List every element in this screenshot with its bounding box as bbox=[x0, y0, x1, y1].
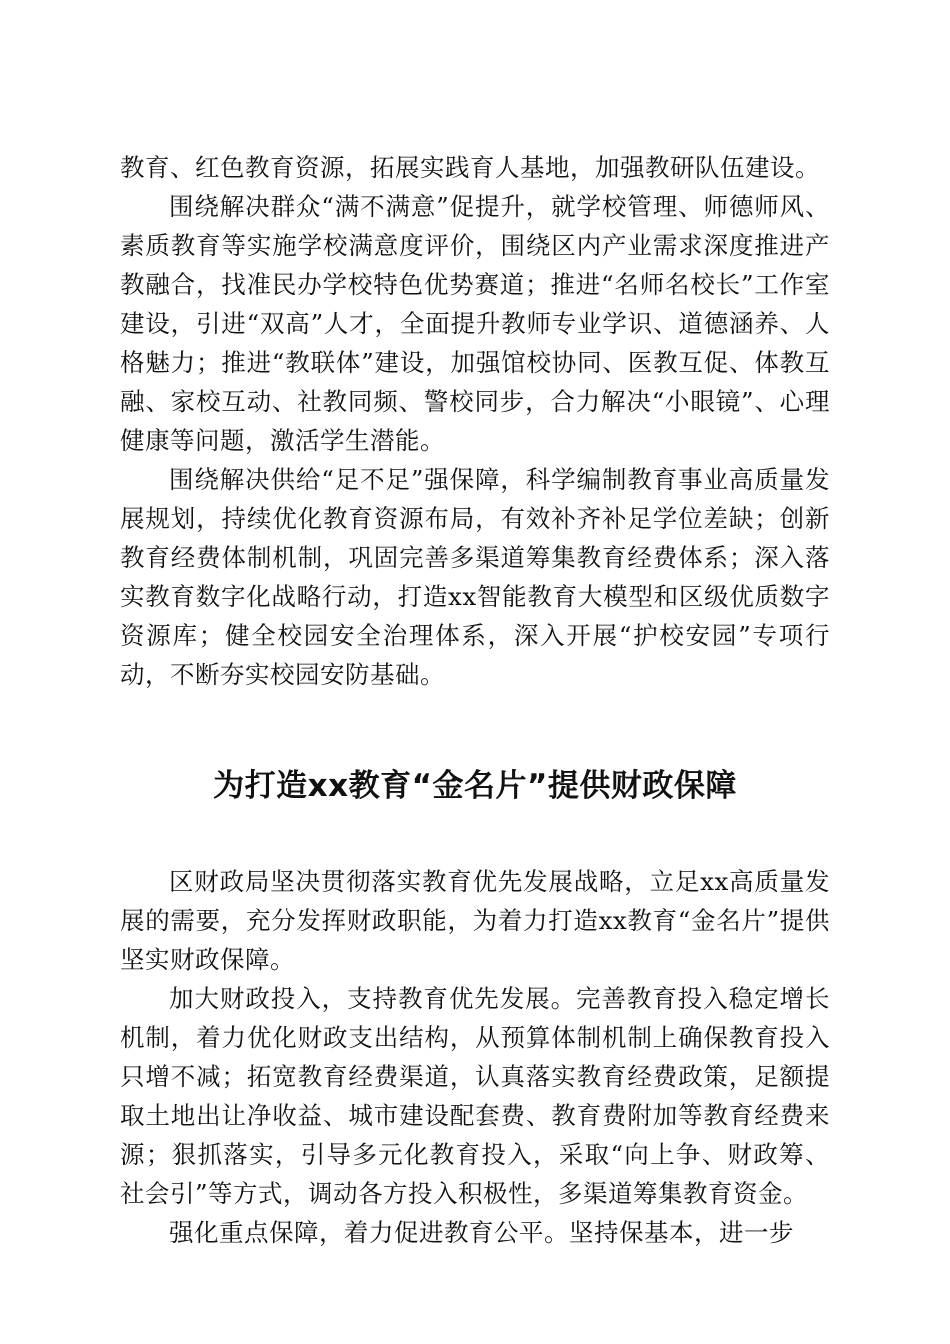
document-page bbox=[120, 148, 830, 1252]
paragraph-investment: 加大财政投入，支持教育优先发展。完善教育投入稳定增长机制，着力优化财政支出结构，从预算体制机制上确保教育投入只增不减；拓宽教育经费渠道，认真落实教育经费政策，足额提取土地出让净收益、城市建设配套费、教育费附加等教育经费来源；狠抓落实，引导多元化教育投入，采取“向上争、财政筹、社会引”等方式，调动各方投入积极性，多渠道筹集教育资金。 bbox=[120, 984, 830, 1208]
section-spacer bbox=[120, 694, 830, 766]
paragraph-guarantee: 强化重点保障，着力促进教育公平。坚持保基本，进一步 bbox=[169, 1218, 794, 1247]
section-heading: 为打造xx教育“金名片”提供财政保障 bbox=[213, 768, 737, 804]
paragraph-intro: 区财政局坚决贯彻落实教育优先发展战略，立足xx高质量发展的需要，充分发挥财政职能，为着力打造xx教育“金名片”提供坚实财政保障。 bbox=[120, 867, 830, 974]
paragraph-continuation: 教育、红色教育资源，拓展实践育人基地，加强教研队伍建设。 bbox=[120, 153, 820, 182]
section-spacer bbox=[120, 806, 830, 862]
paragraph-satisfaction: 围绕解决群众“满不满意”促提升，就学校管理、师德师风、素质教育等实施学校满意度评价，围绕区内产业需求深度推进产教融合，找准民办学校特色优势赛道；推进“名师名校长”工作室建设，引进“双高”人才，全面提升教师专业学识、道德涵养、人格魅力；推进“教联体”建设，加强馆校协同、医教互促、体教互融、家校互动、社教同频、警校同步，合力解决“小眼镜”、心理健康等问题，激活学生潜能。 bbox=[120, 192, 830, 455]
paragraph-supply: 围绕解决供给“足不足”强保障，科学编制教育事业高质量发展规划，持续优化教育资源布局，有效补齐补足学位差缺；创新教育经费体制机制，巩固完善多渠道筹集教育经费体系；深入落实教育数字化战略行动，打造xx智能教育大模型和区级优质数字资源库；健全校园安全治理体系，深入开展“护校安园”专项行动，不断夯实校园安防基础。 bbox=[120, 465, 830, 689]
